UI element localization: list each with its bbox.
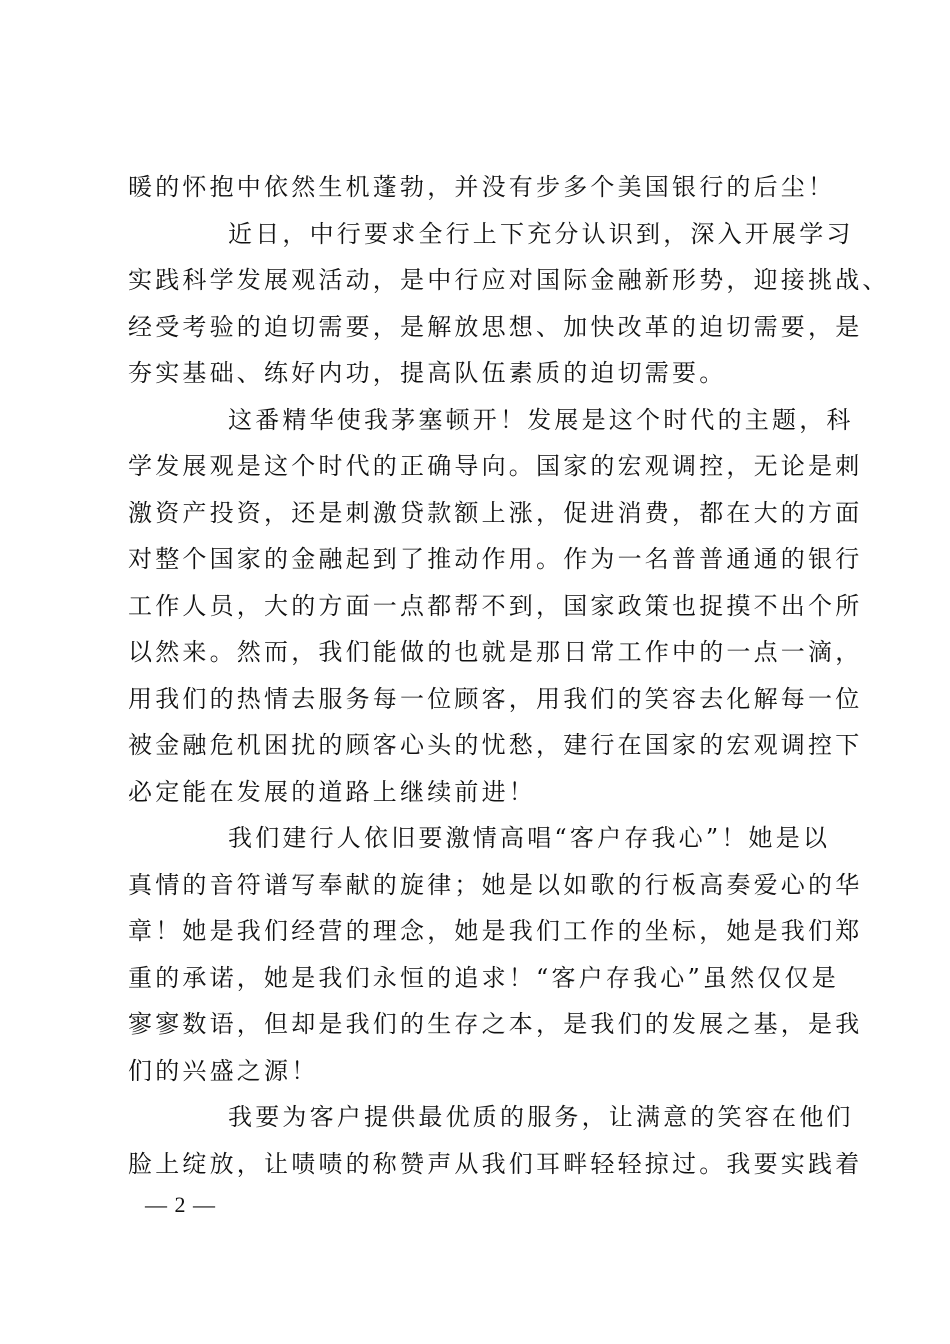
text-line: 以然来。然而，我们能做的也就是那日常工作中的一点一滴， [128,638,863,666]
paragraph-start-line: 这番精华使我茅塞顿开！发展是这个时代的主题，科 [228,405,854,434]
text-line: 实践科学发展观活动，是中行应对国际金融新形势，迎接挑战、 [128,266,890,294]
text-line: 章！她是我们经营的理念，她是我们工作的坐标，她是我们郑 [128,917,863,945]
text-line: 重的承诺，她是我们永恒的追求！“客户存我心”虽然仅仅是 [128,963,839,992]
text-line: 脸上绽放，让啧啧的称赞声从我们耳畔轻轻掠过。我要实践着 [128,1149,863,1178]
text-line: 工作人员，大的方面一点都帮不到，国家政策也捉摸不出个所 [128,591,863,620]
page-number: — 2 — [145,1192,216,1217]
text-line: 寥寥数语，但却是我们的生存之本，是我们的发展之基，是我 [128,1010,863,1038]
text-line: 被金融危机困扰的顾客心头的忧愁，建行在国家的宏观调控下 [128,731,863,759]
text-line: 对整个国家的金融起到了推动作用。作为一名普普通通的银行 [128,545,863,573]
text-line: 用我们的热情去服务每一位顾客，用我们的笑容去化解每一位 [128,684,863,713]
paragraph-start-line: 近日，中行要求全行上下充分认识到，深入开展学习 [228,219,854,248]
paragraph-start-line: 我要为客户提供最优质的服务，让满意的笑容在他们 [228,1103,854,1131]
text-line: 学发展观是这个时代的正确导向。国家的宏观调控，无论是刺 [128,452,863,480]
paragraph-start-line: 我们建行人依旧要激情高唱“客户存我心”！她是以 [228,824,831,852]
text-line: 激资产投资，还是刺激贷款额上涨，促进消费，都在大的方面 [128,498,863,527]
text-line: 们的兴盛之源！ [128,1056,319,1085]
text-line: 真情的音符谱写奉献的旋律；她是以如歌的行板高奏爱心的华 [128,870,863,899]
text-line: 暖的怀抱中依然生机蓬勃，并没有步多个美国银行的后尘！ [128,173,836,201]
body-text [128,164,890,1187]
text-line: 必定能在发展的道路上继续前进！ [128,777,536,806]
text-line: 夯实基础、练好内功，提高队伍素质的迫切需要。 [128,359,727,387]
text-line: 经受考验的迫切需要，是解放思想、加快改革的迫切需要，是 [128,312,863,341]
